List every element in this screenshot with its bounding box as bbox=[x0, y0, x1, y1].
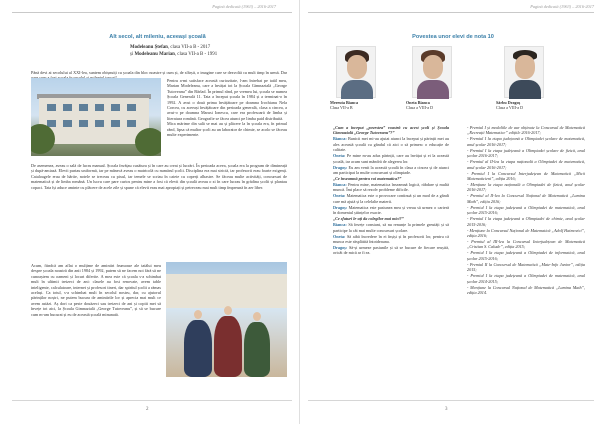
interview-answer: Dragoș: Matematica este pasiunea mea și vreau să urmez o carieră în domeniul științelor exacte. bbox=[333, 204, 449, 216]
interview-answer: Bianca: Pentru mine, matematica înseamnă logică, răbdare și multă muncă. Îmi place să rezolv probleme dificile. bbox=[333, 182, 450, 193]
interview-answer: Dragoș: Să-și urmeze pasiunile și să se bucure de fiecare reușită, oricât de mică ar fi ea. bbox=[333, 245, 450, 256]
interview-answer: Bianca: Bunicii mei mi-au ajutat atunci la început și părinții mei au ales această școală cu gândul că aici o să primesc o educație de calitate. bbox=[333, 136, 449, 153]
portrait-bianca bbox=[336, 46, 376, 98]
author-name-1: Modeleanu Ștefan bbox=[130, 45, 168, 50]
award-item: - Premiul al III-lea la Concursul Interjudețean de Matematică „Cristian S. Calude”, ediția 2015; bbox=[467, 239, 585, 250]
interview-question: „Ce sfaturi le-ați da colegilor mai mici?” bbox=[333, 216, 404, 222]
portrait-class-1: Clasa VII-a B bbox=[330, 105, 353, 111]
page-number-right: 3 bbox=[445, 407, 448, 412]
author-line-2 bbox=[130, 51, 217, 58]
award-item: - Premiul I la etapa județeană a Olimpiadei școlare de fizică, anul școlar 2016-2017; bbox=[467, 147, 585, 159]
portrait-name-2: Oneta Bianca bbox=[406, 100, 430, 105]
award-item: - Premiul I la etapa județeană a Olimpiadei școlare de matematică, anul școlar 2016-2017; bbox=[467, 136, 585, 147]
author-class-1: , clasa VII-a B - 2017 bbox=[167, 45, 211, 50]
interview-answer: Oneta: Pe mine m-au adus părinții, care au învățat și ei la această școală, iar acum sunt mândră de alegerea lor. bbox=[333, 153, 449, 164]
author-name-2: Modeleanu Marian bbox=[134, 52, 175, 57]
interview-question: „Ce înseamnă pentru voi matematica?” bbox=[333, 176, 402, 182]
award-item: - Premiul al II-lea la etapa națională a Olimpiadei de matematică, anul școlar 2016-2017; bbox=[467, 159, 585, 170]
full-width-paragraph: De asemenea, aveau o sală de lucru manual. Școala învățau cusătura și în care au creat și lucrări. În perioada aceea, școala era la program de dimineață și după-amiază. Elevii purtau uniformă, iar pe mânecă aveau o matricolă cu numărul școlii. Disciplina era mai strictă, iar profesorii erau foarte exigenți. Cataloagele erau de hârtie, notele se treceau cu pixul, iar temele se scriau în caiete cu coperți albastre. Se făceau multe activități, concursuri de matematică și de limba română. Un lucru care pare curios pentru mine a fost că elevii din școală aveau o zi în care lucrau în grădina școlii și plantau copaci. Tata își aduce aminte cu plăcere de acele zile și spune că elevii erau mai apropiați și petreceau mai mult timp împreună în aer liber. bbox=[31, 163, 287, 190]
closing-paragraph: Acum, fiindcă am aflat o mulțime de amintiri frumoase ale tatălui meu despre școala noastră din anii 1984 și 1992, putem să ne facem noi fără să ne cunoaștem cu oameni și locuri diferite. A mea este că școala s-a schimbat mult în ultimii treizeci de ani: clasele au fost renovate, avem table inteligente, calculatoare, internet și profesori tineri, dar spiritul școlii a rămas același. Ca totul, s-a schimbat mult în secolul nostru, dar, cu ajutorul părinților noștri, ne putem bucura de amintirile lor și aprecia mai mult ce avem astăzi. Aș dori ca peste douăzeci sau treizeci de ani și copiii mei să învețe tot aici, la Școala Gimnazială „George Tutoveanu”, și să se bucure cum m-am bucurat și eu de această școală minunată. bbox=[31, 263, 161, 317]
awards-column bbox=[467, 125, 585, 296]
wrap-paragraph-2: Mica mărime din sală se mai au și plăcere la în școala era, în primul rând, lipsa că multor școli au un laborator de chimie, se acolo se făceau multe experimente. bbox=[167, 121, 287, 138]
portrait-dragos bbox=[504, 46, 544, 98]
running-head-left: Pagină dedicată (1963) – 2016-2017 bbox=[212, 4, 276, 9]
interview-title: Povestea unor elevi de nota 10 bbox=[412, 34, 494, 40]
portrait-oneta bbox=[412, 46, 452, 98]
award-item: - Premiul II la Concursul de Matematică „Mate-Info Junior”, ediția 2015; bbox=[467, 261, 585, 273]
portrait-name-1: Mereuta Bianca bbox=[330, 100, 359, 105]
portrait-class-3: Clasa a VIII-a D bbox=[496, 105, 524, 111]
author-line-1 bbox=[130, 44, 217, 51]
author-class-2: , clasa VII-a B - 1991 bbox=[174, 52, 218, 57]
article-title: Alt secol, alt mileniu, aceeași școală bbox=[109, 34, 206, 40]
award-item: - Premiul I și medaliile de aur obținute la Concursul de Matematică „Recreații Matematice” edițiile 2016-2017; bbox=[467, 125, 585, 136]
running-head-right: Pagină dedicată (1963) – 2016-2017 bbox=[530, 4, 594, 9]
footer-rule-right bbox=[308, 400, 594, 401]
portrait-name-3: Sârbu Dragoș bbox=[496, 100, 521, 105]
intro-paragraph: Până devi ai secolului al XXI-lea, suntem obișnuiți cu școala din bloc noastre și cum și, de sfârșit, o imagine care se dezvoltă cu mult timp în urmă. Dar bbox=[31, 70, 287, 75]
article-authors bbox=[130, 44, 217, 58]
portrait-caption-2 bbox=[406, 100, 462, 111]
interview-column bbox=[333, 125, 449, 256]
header-rule-left bbox=[12, 12, 292, 13]
award-item: - Mențiune la Concursul Național de Matematică „Lumina Math”, ediția 2014. bbox=[467, 284, 585, 296]
interview-answer: Oneta: Să aibă încredere în ei înșiși și în profesorii lor, pentru că munca este răsplătită întotdeauna. bbox=[333, 233, 450, 245]
header-rule-right bbox=[308, 12, 594, 13]
interview-answer: Dragoș: Eu am venit la această școală în clasa a cincea și de atunci am participat la multe concursuri și olimpiade. bbox=[333, 164, 450, 176]
interview-answer: Oneta: Matematica este o provocare continuă și un mod de a gândi care mă ajută și la celelalte materii. bbox=[333, 193, 449, 204]
school-building-photo bbox=[31, 78, 161, 156]
wrap-paragraph-1: Pentru a-mi satisface această curiozitate, l-am întrebat pe tatăl meu, Marian Modeleanu, care a învățat tot la Școala Gimnazială „George Tutoveanu” din Bârlad. În primul rând, pe vremea lui, școala se numea Școala Generală 11. Tata a început școala în 1984 și a terminat-o în 1992. A avut o două prima învățătoare pe doamna Irochianu Nela Corcea, cu aceeași învățătoare din perioada generală, clasa a cincea, a avut-o pe doamna Marusi Ionescu, care era profesoară de limba și literatura română. Geografie se făcea atunci pe limba paid distribuită. bbox=[167, 78, 287, 121]
portrait-caption-1 bbox=[330, 100, 390, 111]
award-item: - Mențiune la etapa națională a Olimpiadei de fizică, anul școlar 2016-2017; bbox=[467, 182, 585, 193]
students-photo bbox=[166, 262, 287, 377]
award-item: - Mențiune la Concursul Național de Matematică „Adolf Haimovici”, ediția 2016; bbox=[467, 227, 585, 239]
right-page bbox=[300, 0, 600, 424]
portrait-class-2: Clasa a VIII-a D bbox=[406, 105, 434, 111]
text-beside-photo bbox=[167, 78, 287, 137]
page-number-left: 2 bbox=[146, 407, 149, 412]
portrait-caption-3 bbox=[496, 100, 558, 111]
award-item: - Premiul al II-lea la Concursul Național de Matematică „Lumina Math”, ediția 2016; bbox=[467, 193, 585, 204]
award-item: - Premiul I la etapa județeană a Olimpiadei de chimie, anul școlar 2015-2016; bbox=[467, 216, 585, 227]
award-item: - Premiul I la etapa județeană a Olimpiadei de informatică, anul școlar 2015-2016; bbox=[467, 250, 585, 261]
interview-answer: Bianca: Să învețe constant, să nu renunțe la primele greutăți și să participe la cât mai multe concursuri școlare. bbox=[333, 222, 450, 233]
award-item: - Premiul I la etapa județeană a Olimpiadei de matematică, anul școlar 2014-2015; bbox=[467, 273, 585, 284]
author-prefix-2: și bbox=[130, 52, 135, 57]
interview-question: „Cum a început „povestea” voastră cu acest școli și Școala Gimnazială „George Tutoveanu”?” bbox=[333, 125, 449, 136]
footer-rule-left bbox=[12, 400, 292, 401]
award-item: - Premiul I la Concursul Interjudețean de Matematică „Micii Matematicieni”, ediția 2016; bbox=[467, 170, 585, 182]
award-item: - Premiul I la etapa județeană a Olimpiadei de matematică, anul școlar 2015-2016; bbox=[467, 204, 585, 216]
